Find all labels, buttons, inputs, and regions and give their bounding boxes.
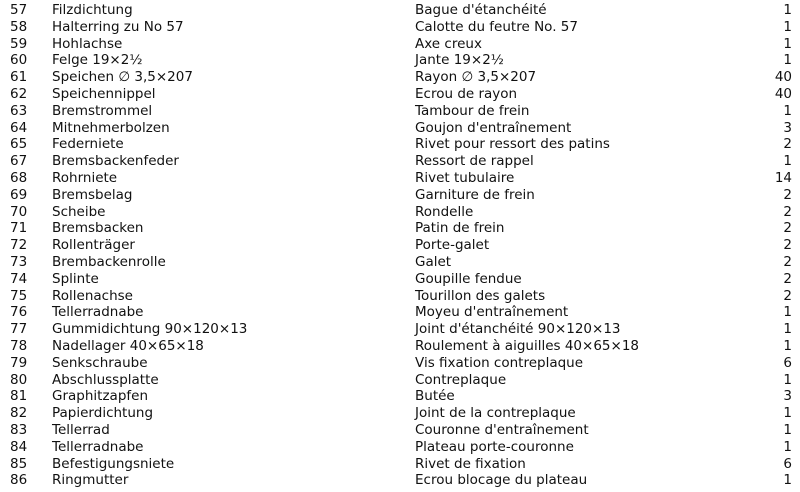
part-quantity: 2: [783, 270, 792, 287]
part-number: 85: [10, 455, 28, 472]
part-quantity: 1: [783, 102, 792, 119]
part-row: [0, 69, 800, 86]
part-quantity: 1: [783, 337, 792, 354]
part-number: 70: [10, 203, 28, 220]
part-number: 68: [10, 169, 28, 186]
part-name-french: Plateau porte-couronne: [415, 438, 574, 455]
part-quantity: 1: [783, 304, 792, 321]
part-quantity: 2: [783, 253, 792, 270]
part-name-german: Federniete: [52, 136, 124, 153]
part-name-french: Roulement à aiguilles 40×65×18: [415, 337, 639, 354]
part-quantity: 1: [783, 35, 792, 52]
part-row: [0, 405, 800, 422]
part-number: 65: [10, 136, 28, 153]
part-row: [0, 136, 800, 153]
part-name-german: Speichen ∅ 3,5×207: [52, 69, 193, 86]
part-name-french: Contreplaque: [415, 371, 507, 388]
part-name-german: Papierdichtung: [52, 405, 154, 422]
part-row: [0, 19, 800, 36]
part-number: 73: [10, 253, 28, 270]
part-quantity: 3: [783, 388, 792, 405]
part-quantity: 1: [783, 321, 792, 338]
part-name-german: Bremsbacken: [52, 220, 144, 237]
part-name-french: Rayon ∅ 3,5×207: [415, 69, 537, 86]
part-number: 82: [10, 405, 28, 422]
part-quantity: 1: [783, 472, 792, 489]
part-name-german: Bremsbackenfeder: [52, 153, 179, 170]
part-number: 74: [10, 270, 28, 287]
part-number: 67: [10, 153, 28, 170]
part-name-german: Rollenträger: [52, 237, 135, 254]
part-name-german: Graphitzapfen: [52, 388, 148, 405]
part-number: 83: [10, 421, 28, 438]
part-name-french: Garniture de frein: [415, 186, 535, 203]
part-name-german: Nadellager 40×65×18: [52, 337, 204, 354]
part-number: 76: [10, 304, 28, 321]
part-row: [0, 254, 800, 271]
part-name-french: Rivet tubulaire: [415, 169, 515, 186]
part-name-french: Moyeu d'entraînement: [415, 304, 569, 321]
part-row: [0, 321, 800, 338]
part-quantity: 1: [783, 52, 792, 69]
part-number: 81: [10, 388, 28, 405]
part-name-german: Filzdichtung: [52, 2, 133, 18]
part-quantity: 1: [783, 371, 792, 388]
part-name-french: Couronne d'entraînement: [415, 421, 589, 438]
part-row: [0, 103, 800, 120]
part-number: 64: [10, 119, 28, 136]
part-row: [0, 304, 800, 321]
part-row: [0, 355, 800, 372]
part-row: [0, 456, 800, 473]
part-quantity: 6: [783, 354, 792, 371]
part-row: [0, 204, 800, 221]
part-row: [0, 153, 800, 170]
part-quantity: 1: [783, 421, 792, 438]
part-quantity: 2: [783, 220, 792, 237]
part-quantity: 40: [774, 69, 792, 86]
part-number: 61: [10, 69, 28, 86]
part-quantity: 1: [783, 438, 792, 455]
part-row: [0, 86, 800, 103]
part-number: 59: [10, 35, 28, 52]
part-row: [0, 220, 800, 237]
part-name-french: Porte-galet: [415, 237, 490, 254]
part-name-french: Rondelle: [415, 203, 474, 220]
part-name-german: Splinte: [52, 270, 99, 287]
part-name-german: Senkschraube: [52, 354, 148, 371]
part-quantity: 14: [774, 169, 792, 186]
part-number: 63: [10, 102, 28, 119]
part-name-french: Joint de la contreplaque: [415, 405, 576, 422]
part-quantity: 1: [783, 2, 792, 18]
part-number: 72: [10, 237, 28, 254]
part-quantity: 2: [783, 203, 792, 220]
part-number: 84: [10, 438, 28, 455]
part-number: 62: [10, 85, 28, 102]
part-number: 79: [10, 354, 28, 371]
part-name-german: Bremstrommel: [52, 102, 153, 119]
part-row: [0, 52, 800, 69]
part-row: [0, 472, 800, 489]
part-name-french: Goupille fendue: [415, 270, 522, 287]
part-quantity: 3: [783, 119, 792, 136]
part-name-french: Vis fixation contreplaque: [415, 354, 584, 371]
part-row: [0, 36, 800, 53]
part-number: 86: [10, 472, 28, 489]
part-name-german: Hohlachse: [52, 35, 123, 52]
part-row: [0, 271, 800, 288]
part-number: 69: [10, 186, 28, 203]
part-row: [0, 288, 800, 305]
part-row: [0, 187, 800, 204]
part-row: [0, 422, 800, 439]
part-name-french: Bague d'étanchéité: [415, 2, 547, 18]
part-name-german: Brembackenrolle: [52, 253, 166, 270]
part-name-german: Abschlussplatte: [52, 371, 159, 388]
part-quantity: 6: [783, 455, 792, 472]
part-number: 57: [10, 2, 28, 18]
part-name-french: Galet: [415, 253, 452, 270]
part-name-german: Ringmutter: [52, 472, 129, 489]
part-name-french: Tambour de frein: [415, 102, 530, 119]
part-name-french: Goujon d'entraînement: [415, 119, 572, 136]
part-name-german: Scheibe: [52, 203, 106, 220]
part-number: 60: [10, 52, 28, 69]
part-name-german: Tellerradnabe: [52, 304, 144, 321]
part-name-french: Rivet pour ressort des patins: [415, 136, 610, 153]
part-name-german: Befestigungsniete: [52, 455, 175, 472]
part-name-french: Ressort de rappel: [415, 153, 534, 170]
part-name-german: Rohrniete: [52, 169, 118, 186]
part-row: [0, 120, 800, 137]
part-name-french: Rivet de fixation: [415, 455, 526, 472]
part-row: [0, 237, 800, 254]
part-row: [0, 170, 800, 187]
part-number: 71: [10, 220, 28, 237]
part-quantity: 40: [774, 85, 792, 102]
part-name-french: Butée: [415, 388, 455, 405]
part-name-german: Halterring zu No 57: [52, 18, 184, 35]
part-name-german: Tellerradnabe: [52, 438, 144, 455]
part-name-german: Mitnehmerbolzen: [52, 119, 170, 136]
part-number: 77: [10, 321, 28, 338]
part-name-german: Gummidichtung 90×120×13: [52, 321, 248, 338]
part-name-french: Calotte du feutre No. 57: [415, 18, 578, 35]
part-quantity: 1: [783, 153, 792, 170]
part-name-german: Bremsbelag: [52, 186, 133, 203]
part-row: [0, 388, 800, 405]
part-name-french: Axe creux: [415, 35, 482, 52]
part-quantity: 2: [783, 186, 792, 203]
part-name-french: Joint d'étanchéité 90×120×13: [415, 321, 621, 338]
part-quantity: 1: [783, 405, 792, 422]
part-number: 75: [10, 287, 28, 304]
part-name-german: Rollenachse: [52, 287, 133, 304]
part-number: 58: [10, 18, 28, 35]
part-name-french: Patin de frein: [415, 220, 505, 237]
part-number: 78: [10, 337, 28, 354]
part-name-french: Jante 19×2½: [415, 52, 504, 69]
part-row: [0, 439, 800, 456]
part-name-french: Ecrou de rayon: [415, 85, 518, 102]
part-name-german: Felge 19×2½: [52, 52, 143, 69]
part-quantity: 2: [783, 237, 792, 254]
part-number: 80: [10, 371, 28, 388]
part-row: [0, 338, 800, 355]
part-quantity: 2: [783, 287, 792, 304]
part-row: [0, 2, 800, 19]
part-row: [0, 372, 800, 389]
part-quantity: 1: [783, 18, 792, 35]
part-quantity: 2: [783, 136, 792, 153]
part-name-german: Speichennippel: [52, 85, 156, 102]
part-name-french: Ecrou blocage du plateau: [415, 472, 588, 489]
parts-list: [0, 2, 800, 489]
part-name-german: Tellerrad: [52, 421, 110, 438]
part-name-french: Tourillon des galets: [415, 287, 546, 304]
